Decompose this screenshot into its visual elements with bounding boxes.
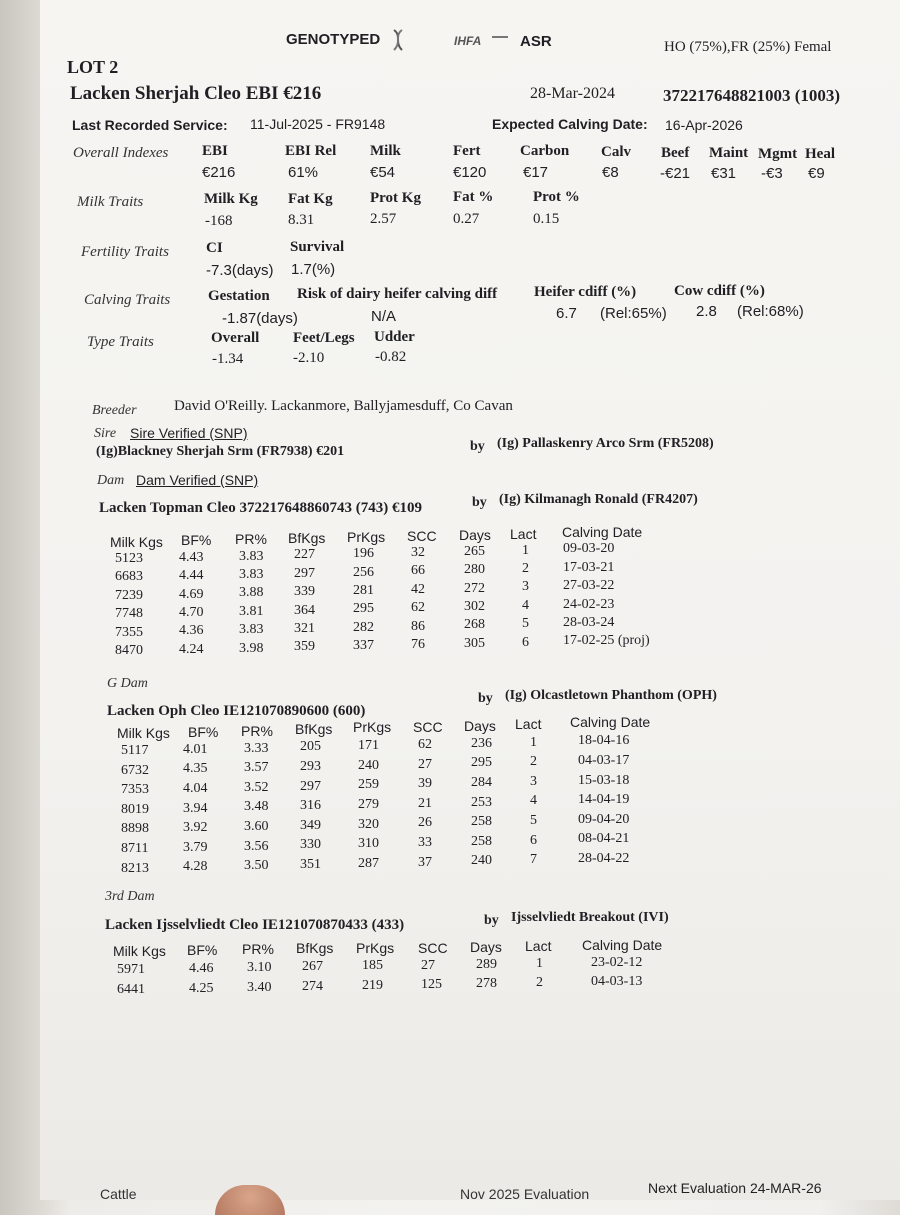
gdam-table-cell: 39 [418,776,432,792]
overall-value: €54 [370,164,396,181]
dam-col-header: SCC [407,528,437,544]
dam-table-cell: 4.24 [179,641,204,657]
dam-table-cell: 4.69 [179,586,204,602]
heifer-cdiff-value: 6.7 [556,305,577,322]
dam-sire: (Ig) Kilmanagh Ronald (FR4207) [499,492,698,507]
dam-table-cell: 8470 [115,643,143,658]
gdam-table-cell: 8213 [121,860,149,876]
overall-header: Milk [370,143,401,159]
fertility-value: -7.3(days) [206,262,274,279]
dam-table-cell: 3.88 [239,585,264,601]
gdam-table-cell: 3.92 [183,820,208,836]
last-service-value: 11-Jul-2025 - FR9148 [250,116,386,132]
expected-calving-value: 16-Apr-2026 [665,117,743,133]
overall-value: €120 [453,164,487,181]
gdam-col-header: BfKgs [295,721,333,737]
dam-table-cell: 6683 [115,569,143,585]
milk-header: Fat Kg [288,191,333,207]
fertility-header: CI [206,240,223,256]
gdam-table-cell: 3.60 [244,819,269,834]
overall-header: Fert [453,143,481,159]
gdam-col-header: PrKgs [353,719,392,735]
milk-value: 8.31 [288,212,315,228]
gdam-table-cell: 3.57 [244,760,269,776]
milk-value: 2.57 [370,211,397,227]
milk-value: -168 [205,213,233,229]
dam-col-header: BF% [181,532,212,548]
third-dam-by: by [484,913,499,928]
milk-header: Prot % [533,189,580,205]
third-dam-col-header: PrKgs [356,940,395,956]
dam-table-cell: 4.43 [179,549,204,565]
dam-table-cell: 09-03-20 [563,541,615,557]
dam-table-cell: 297 [294,565,315,581]
third-dam-col-header: SCC [418,940,448,956]
gdam-table-cell: 310 [358,836,379,852]
dam-col-header: PrKgs [347,529,386,545]
gdam-sire: (Ig) Olcastletown Phanthom (OPH) [505,688,717,703]
gdam-table-cell: 205 [300,739,321,755]
overall-header: Carbon [520,143,570,159]
gdam-table-cell: 3.79 [183,839,208,855]
gdam-table-cell: 279 [358,797,379,812]
catalogue-page [40,0,900,1200]
gdam-col-header: BF% [188,724,219,740]
tag-id: 372217648821003 (1003) [663,86,841,105]
sire-sire: (Ig) Pallaskenry Arco Srm (FR5208) [497,436,714,451]
print-date: 28-Mar-2024 [530,85,615,102]
gdam-table-cell: 236 [471,735,492,751]
breeder-value: David O'Reilly. Lackanmore, Ballyjamesduff, Co Cavan [174,398,513,414]
overall-value: -€3 [761,165,783,182]
dam-col-header: Days [459,527,491,543]
gdam-table-cell: 297 [300,778,321,794]
dam-table-cell: 3.98 [239,640,264,656]
dam-table-cell: 3 [522,579,529,595]
dam-table-cell: 7355 [115,624,143,640]
gdam-table-cell: 8898 [121,821,149,837]
overall-header: EBI Rel [285,143,337,159]
dna-icon [390,28,406,52]
dam-table-cell: 295 [353,601,374,617]
dam-table-cell: 3.83 [239,567,264,582]
gdam-table-cell: 14-04-19 [578,792,630,808]
last-service-label: Last Recorded Service: [72,117,228,133]
overall-indexes-label: Overall Indexes [73,145,169,161]
dam-table-cell: 281 [353,583,374,598]
dam-table-cell: 4 [522,597,529,613]
gdam-table-cell: 7 [530,852,537,868]
dam-table-cell: 42 [411,581,425,597]
gdam-table-cell: 28-04-22 [578,851,630,866]
dam-table-cell: 196 [353,546,374,562]
genotyped-label: GENOTYPED [286,31,381,48]
dam-table-cell: 2 [522,561,529,576]
fertility-traits-label: Fertility Traits [81,244,169,260]
dam-table-cell: 27-03-22 [563,578,615,594]
dam-table-cell: 7748 [115,606,143,622]
third-dam-table-cell: 278 [476,976,497,992]
gdam-col-header: SCC [413,719,443,735]
gdam-table-cell: 4.01 [183,741,208,757]
overall-header: Mgmt [758,146,798,162]
third-dam-col-header: PR% [242,941,274,957]
dam-table-cell: 364 [294,602,315,618]
dam-table-cell: 272 [464,580,485,596]
gdam-table-cell: 08-04-21 [578,831,630,847]
gdam-table-cell: 316 [300,798,321,814]
gdam-table-cell: 3.56 [244,838,269,854]
gdam-table-cell: 1 [530,734,537,750]
dam-col-header: BfKgs [288,530,326,546]
dam-table-cell: 28-03-24 [563,615,615,630]
dam-name: Lacken Topman Cleo 372217648860743 (743) €109 [99,500,422,516]
dam-table-cell: 6 [522,634,529,650]
gdam-table-cell: 37 [418,854,432,870]
dam-table-cell: 17-03-21 [563,559,615,575]
third-dam-col-header: Milk Kgs [113,943,166,959]
overall-value: €31 [711,165,737,182]
dam-col-header: PR% [235,531,267,547]
gdam-table-cell: 6 [530,832,537,848]
dam-table-cell: 339 [294,584,315,600]
milk-traits-label: Milk Traits [77,194,144,210]
milk-value: 0.15 [533,211,560,227]
dam-table-cell: 17-02-25 (proj) [563,633,650,649]
calving-header: Cow cdiff (%) [674,283,765,299]
dam-col-header: Lact [510,526,537,542]
third-dam-col-header: BfKgs [296,940,334,956]
dam-table-cell: 256 [353,564,374,580]
cow-cdiff-value: 2.8 [696,303,717,320]
dam-table-cell: 337 [353,638,374,654]
gdam-table-cell: 21 [418,795,432,811]
gdam-col-header: Lact [515,716,542,732]
gdam-table-cell: 320 [358,816,379,832]
gdam-table-cell: 4 [530,793,537,809]
milk-value: 0.27 [453,211,480,227]
dam-table-cell: 86 [411,618,425,634]
type-header: Overall [211,330,260,346]
type-value: -0.82 [375,349,407,365]
dam-table-cell: 62 [411,600,425,616]
dam-table-cell: 4.44 [179,568,204,584]
dam-table-cell: 66 [411,563,425,579]
animal-name: Lacken Sherjah Cleo EBI €216 [70,83,322,104]
dam-table-cell: 4.36 [179,623,204,639]
dam-table-cell: 321 [294,621,315,636]
gdam-name: Lacken Oph Cleo IE121070890600 (600) [107,703,366,719]
gdam-table-cell: 171 [358,738,379,754]
gdam-table-cell: 3 [530,773,537,789]
third-dam-col-header: Days [470,939,502,955]
dam-by: by [472,495,487,510]
gdam-table-cell: 26 [418,815,432,831]
calving-header: Risk of dairy heifer calving diff [297,286,498,302]
dam-table-cell: 5123 [115,551,143,566]
dam-label: Dam [97,473,125,488]
type-value: -2.10 [293,350,325,366]
gdam-table-cell: 8019 [121,801,149,817]
dam-verified: Dam Verified (SNP) [136,472,259,488]
gdam-table-cell: 293 [300,759,321,774]
dam-table-cell: 1 [522,542,529,558]
gdam-table-cell: 258 [471,833,492,849]
dam-table-cell: 280 [464,562,485,578]
dam-table-cell: 3.81 [239,603,264,619]
footer-left: Cattle [100,1186,137,1202]
gdam-table-cell: 5117 [121,743,149,758]
gdam-table-cell: 33 [418,835,432,850]
dam-table-cell: 227 [294,547,315,563]
ihfa-logo-line [492,36,508,38]
third-dam-table-cell: 4.46 [189,961,214,977]
dam-table-cell: 305 [464,635,485,651]
type-traits-label: Type Traits [87,334,154,350]
overall-header: Beef [661,145,690,161]
gdam-table-cell: 3.33 [244,740,269,756]
overall-header: Maint [709,145,749,161]
gdam-table-cell: 3.52 [244,779,269,795]
gdam-by: by [478,691,493,706]
dam-table-cell: 282 [353,619,374,635]
gdam-table-cell: 15-03-18 [578,772,630,788]
gdam-table-cell: 3.48 [244,799,269,815]
footer-middle: Nov 2025 Evaluation [460,1186,590,1202]
heifer-cdiff-rel: (Rel:65%) [600,305,667,322]
gdam-table-cell: 287 [358,855,379,871]
milk-header: Fat % [453,189,494,205]
dam-table-cell: 268 [464,617,485,633]
overall-header: EBI [202,143,228,159]
gdam-table-cell: 4.35 [183,761,208,777]
gdam-table-cell: 27 [418,756,432,772]
gdam-table-cell: 3.94 [183,800,208,816]
gdam-table-cell: 04-03-17 [578,753,630,768]
third-dam-table-cell: 3.40 [247,979,272,995]
third-dam-table-cell: 6441 [117,981,145,997]
gdam-table-cell: 259 [358,777,379,793]
dam-table-cell: 359 [294,639,315,655]
gdam-table-cell: 4.28 [183,859,208,875]
lot-number: LOT 2 [67,57,119,77]
sire-name: (Ig)Blackney Sherjah Srm (FR7938) €201 [96,444,345,459]
breed-sex: HO (75%),FR (25%) Femal [664,39,832,55]
dam-col-header: Calving Date [562,524,643,540]
expected-calving-label: Expected Calving Date: [492,116,648,132]
fertility-value: 1.7(%) [291,261,336,278]
risk-value: N/A [371,308,397,325]
third-dam-col-header: Lact [525,938,552,954]
third-dam-table-cell: 3.10 [247,960,272,976]
third-dam-col-header: Calving Date [582,937,663,953]
gdam-table-cell: 284 [471,775,492,790]
gdam-table-cell: 6732 [121,762,149,778]
third-dam-table-cell: 219 [362,977,383,993]
third-dam-table-cell: 5971 [117,962,145,977]
calving-header: Heifer cdiff (%) [534,284,637,300]
type-value: -1.34 [212,351,244,367]
gdam-table-cell: 349 [300,817,321,833]
calving-traits-label: Calving Traits [84,292,171,308]
footer-right: Next Evaluation 24-MAR-26 [648,1180,822,1196]
third-dam-table-cell: 23-02-12 [591,954,643,970]
gdam-table-cell: 295 [471,755,492,771]
gdam-col-header: Milk Kgs [117,725,170,741]
third-dam-table-cell: 4.25 [189,980,214,996]
third-dam-table-cell: 27 [421,957,435,973]
overall-value: -€21 [660,165,691,182]
dam-table-cell: 24-02-23 [563,596,615,612]
dam-table-cell: 3.83 [239,622,264,638]
gdam-table-cell: 5 [530,813,537,828]
gdam-table-cell: 258 [471,814,492,830]
third-dam-table-cell: 04-03-13 [591,974,643,990]
gdam-table-cell: 240 [358,757,379,773]
gdam-table-cell: 2 [530,754,537,770]
overall-value: €8 [602,164,619,181]
overall-value: 61% [288,164,319,181]
gdam-table-cell: 351 [300,857,321,872]
overall-value: €216 [202,164,236,181]
gdam-table-cell: 7353 [121,782,149,798]
overall-value: €9 [808,165,825,182]
milk-header: Prot Kg [370,190,421,206]
dam-col-header: Milk Kgs [110,534,163,550]
third-dam-table-cell: 1 [536,955,543,971]
type-header: Udder [374,329,415,345]
third-dam-label: 3rd Dam [105,889,155,904]
dam-table-cell: 5 [522,616,529,632]
fertility-header: Survival [290,239,345,255]
gdam-table-cell: 8711 [121,841,149,856]
gdam-label: G Dam [107,676,148,691]
gdam-table-cell: 240 [471,853,492,869]
gdam-table-cell: 62 [418,737,432,752]
sire-label: Sire [94,426,117,441]
third-dam-table-cell: 267 [302,959,323,975]
gdam-table-cell: 330 [300,837,321,853]
third-dam-table-cell: 125 [421,977,442,992]
third-dam-sire: Ijsselvliedt Breakout (IVI) [511,910,669,925]
gdam-table-cell: 09-04-20 [578,811,630,827]
gdam-table-cell: 253 [471,794,492,810]
sire-verified: Sire Verified (SNP) [130,425,248,441]
third-dam-name: Lacken Ijsselvliedt Cleo IE121070870433 (433) [105,917,405,933]
dam-table-cell: 7239 [115,587,143,603]
third-dam-table-cell: 274 [302,978,323,994]
dam-table-cell: 76 [411,637,425,652]
overall-header: Calv [601,144,631,160]
gestation-value: -1.87(days) [222,310,298,327]
gdam-table-cell: 4.04 [183,781,208,796]
overall-value: €17 [523,164,549,181]
gdam-table-cell: 18-04-16 [578,733,630,749]
milk-header: Milk Kg [204,191,258,207]
dam-table-cell: 302 [464,599,485,614]
asr-label: ASR [520,33,552,50]
dam-table-cell: 3.83 [239,548,264,564]
breeder-label: Breeder [92,403,137,418]
gdam-col-header: Calving Date [570,714,651,730]
third-dam-table-cell: 2 [536,975,543,991]
overall-header: Heal [805,146,835,162]
sire-by: by [470,439,485,454]
gdam-table-cell: 3.50 [244,858,269,874]
calving-header: Gestation [208,288,270,304]
gdam-col-header: Days [464,718,496,734]
third-dam-col-header: BF% [187,942,218,958]
gdam-col-header: PR% [241,723,273,739]
type-header: Feet/Legs [293,330,355,346]
third-dam-table-cell: 289 [476,956,497,972]
ihfa-logo: IHFA [454,34,482,48]
dam-table-cell: 265 [464,543,485,559]
cow-cdiff-rel: (Rel:68%) [737,303,804,320]
third-dam-table-cell: 185 [362,958,383,974]
dam-table-cell: 32 [411,545,425,560]
dam-table-cell: 4.70 [179,605,204,620]
